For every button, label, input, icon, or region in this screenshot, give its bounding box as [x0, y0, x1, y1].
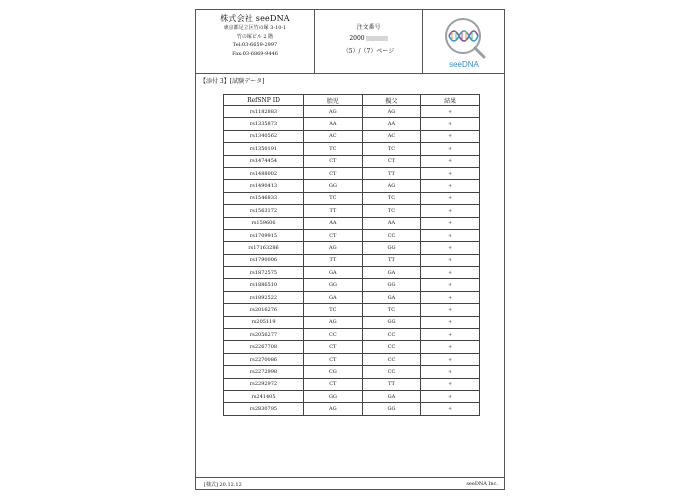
cell-refsnp-id: rs1488002 [224, 167, 304, 179]
cell-alleged-father: AA [362, 217, 421, 229]
cell-refsnp-id: rs1546833 [224, 192, 304, 204]
address-line-1: 東京都足立区竹の塚 3-10-1 [223, 25, 287, 31]
cell-refsnp-id: rs205119 [224, 316, 304, 328]
address-line-2: 竹の塚ビル 2 階 [236, 33, 274, 40]
cell-result: + [421, 167, 480, 179]
table-row [224, 390, 480, 402]
cell-refsnp-id: rs159606 [224, 217, 304, 229]
cell-refsnp-id: rs1886510 [224, 279, 304, 291]
table-row [224, 316, 480, 328]
cell-fetus: AA [304, 118, 363, 130]
table-row [224, 403, 480, 415]
cell-refsnp-id: rs2272998 [224, 366, 304, 378]
table-row [224, 329, 480, 341]
cell-alleged-father: GA [362, 267, 421, 279]
cell-alleged-father: AC [362, 130, 421, 142]
cell-fetus: CT [304, 229, 363, 241]
table-row [224, 167, 480, 179]
cell-fetus: AC [304, 130, 363, 142]
cell-refsnp-id: rs1335873 [224, 118, 304, 130]
cell-fetus: TC [304, 143, 363, 155]
cell-result: + [421, 229, 480, 241]
cell-refsnp-id: rs1709915 [224, 229, 304, 241]
table-row [224, 180, 480, 192]
cell-alleged-father: AG [362, 106, 421, 118]
table-row [224, 353, 480, 365]
document-page [195, 9, 505, 490]
tel: Tel:03-6659-2997 [232, 42, 278, 49]
cell-alleged-father: GA [362, 291, 421, 303]
order-info [315, 10, 423, 73]
cell-fetus: GA [304, 267, 363, 279]
cell-fetus: TT [304, 254, 363, 266]
cell-alleged-father: TT [362, 378, 421, 390]
cell-fetus: CT [304, 341, 363, 353]
cell-refsnp-id: rs1182883 [224, 106, 304, 118]
cell-result: + [421, 254, 480, 266]
fax: Fax:03-6869-9446 [232, 50, 278, 57]
cell-alleged-father: CC [362, 353, 421, 365]
footer-company: seeDNA Inc. [466, 481, 498, 487]
cell-result: + [421, 366, 480, 378]
table-row [224, 118, 480, 130]
document-header [196, 10, 504, 74]
cell-refsnp-id: rs1340562 [224, 130, 304, 142]
cell-fetus: GG [304, 279, 363, 291]
cell-alleged-father: CC [362, 329, 421, 341]
cell-refsnp-id: rs1790006 [224, 254, 304, 266]
cell-fetus: GG [304, 180, 363, 192]
page-label: （5）/（7）ページ [342, 48, 395, 55]
order-number-redacted [366, 36, 388, 41]
cell-alleged-father: CC [362, 341, 421, 353]
company-name: 株式会社 seeDNA [220, 14, 290, 23]
cell-alleged-father: GG [362, 403, 421, 415]
cell-result: + [421, 279, 480, 291]
cell-refsnp-id: rs1350191 [224, 143, 304, 155]
cell-refsnp-id: rs1563172 [224, 205, 304, 217]
cell-alleged-father: TC [362, 192, 421, 204]
cell-result: + [421, 205, 480, 217]
cell-fetus: AG [304, 106, 363, 118]
cell-fetus: CT [304, 155, 363, 167]
table-row [224, 155, 480, 167]
cell-result: + [421, 341, 480, 353]
cell-alleged-father: GG [362, 279, 421, 291]
cell-alleged-father: TC [362, 205, 421, 217]
cell-alleged-father: AG [362, 180, 421, 192]
cell-fetus: CT [304, 167, 363, 179]
cell-result: + [421, 403, 480, 415]
cell-fetus: CT [304, 378, 363, 390]
cell-result: + [421, 329, 480, 341]
table-row [224, 279, 480, 291]
cell-refsnp-id: rs241405 [224, 390, 304, 402]
table-row [224, 217, 480, 229]
section-label: 【添付 3】[試験データ] [200, 78, 265, 85]
cell-fetus: AA [304, 217, 363, 229]
table-row [224, 254, 480, 266]
cell-result: + [421, 143, 480, 155]
cell-alleged-father: CC [362, 229, 421, 241]
cell-alleged-father: AA [362, 118, 421, 130]
table-header-row [224, 95, 480, 106]
cell-result: + [421, 217, 480, 229]
cell-alleged-father: TC [362, 304, 421, 316]
snp-table [223, 94, 480, 416]
cell-refsnp-id: rs1892522 [224, 291, 304, 303]
header-refsnp: RefSNP ID [224, 95, 304, 106]
cell-alleged-father: CT [362, 155, 421, 167]
cell-fetus: GG [304, 390, 363, 402]
cell-result: + [421, 242, 480, 254]
table-row [224, 291, 480, 303]
cell-result: + [421, 180, 480, 192]
cell-result: + [421, 130, 480, 142]
cell-fetus: TC [304, 304, 363, 316]
cell-result: + [421, 378, 480, 390]
cell-result: + [421, 390, 480, 402]
cell-result: + [421, 291, 480, 303]
cell-refsnp-id: rs2270086 [224, 353, 304, 365]
cell-result: + [421, 267, 480, 279]
table-row [224, 130, 480, 142]
cell-fetus: CG [304, 366, 363, 378]
cell-fetus: AG [304, 316, 363, 328]
cell-fetus: AG [304, 403, 363, 415]
header-result: 結果 [421, 95, 480, 106]
cell-refsnp-id: rs2016276 [224, 304, 304, 316]
cell-alleged-father: GG [362, 316, 421, 328]
cell-alleged-father: TT [362, 167, 421, 179]
table-row [224, 242, 480, 254]
logo-text: seeDNA [449, 60, 479, 69]
cell-fetus: TC [304, 192, 363, 204]
seedna-logo-icon [438, 14, 490, 70]
order-number [315, 35, 422, 42]
cell-result: + [421, 316, 480, 328]
cell-refsnp-id: rs2267708 [224, 341, 304, 353]
header-alleged-father: 擬父 [362, 95, 421, 106]
cell-result: + [421, 118, 480, 130]
logo-cell [423, 10, 504, 73]
cell-result: + [421, 192, 480, 204]
cell-refsnp-id: rs2056277 [224, 329, 304, 341]
cell-fetus: CT [304, 353, 363, 365]
cell-fetus: AG [304, 242, 363, 254]
cell-refsnp-id: rs1474454 [224, 155, 304, 167]
cell-refsnp-id: rs2830795 [224, 403, 304, 415]
table-row [224, 267, 480, 279]
table-row [224, 205, 480, 217]
cell-result: + [421, 353, 480, 365]
cell-refsnp-id: rs1872575 [224, 267, 304, 279]
table-row [224, 366, 480, 378]
table-row [224, 341, 480, 353]
table-row [224, 192, 480, 204]
cell-alleged-father: TC [362, 143, 421, 155]
form-version: [様式] 20.12.12 [204, 482, 242, 488]
cell-fetus: GA [304, 291, 363, 303]
cell-alleged-father: GG [362, 242, 421, 254]
table-row [224, 304, 480, 316]
document-footer [196, 477, 504, 489]
header-fetus: 胎児 [304, 95, 363, 106]
cell-refsnp-id: rs2292972 [224, 378, 304, 390]
table-row [224, 378, 480, 390]
cell-fetus: TT [304, 205, 363, 217]
cell-refsnp-id: rs1490413 [224, 180, 304, 192]
cell-fetus: CC [304, 329, 363, 341]
table-row [224, 229, 480, 241]
table-row [224, 106, 480, 118]
table-row [224, 143, 480, 155]
cell-alleged-father: TT [362, 254, 421, 266]
order-title: 注文番号 [356, 24, 381, 31]
cell-result: + [421, 155, 480, 167]
cell-alleged-father: GA [362, 390, 421, 402]
cell-refsnp-id: rs17163286 [224, 242, 304, 254]
cell-result: + [421, 106, 480, 118]
order-number-prefix: 2000 [349, 35, 365, 42]
cell-alleged-father: CC [362, 366, 421, 378]
company-info [196, 10, 315, 73]
cell-result: + [421, 304, 480, 316]
